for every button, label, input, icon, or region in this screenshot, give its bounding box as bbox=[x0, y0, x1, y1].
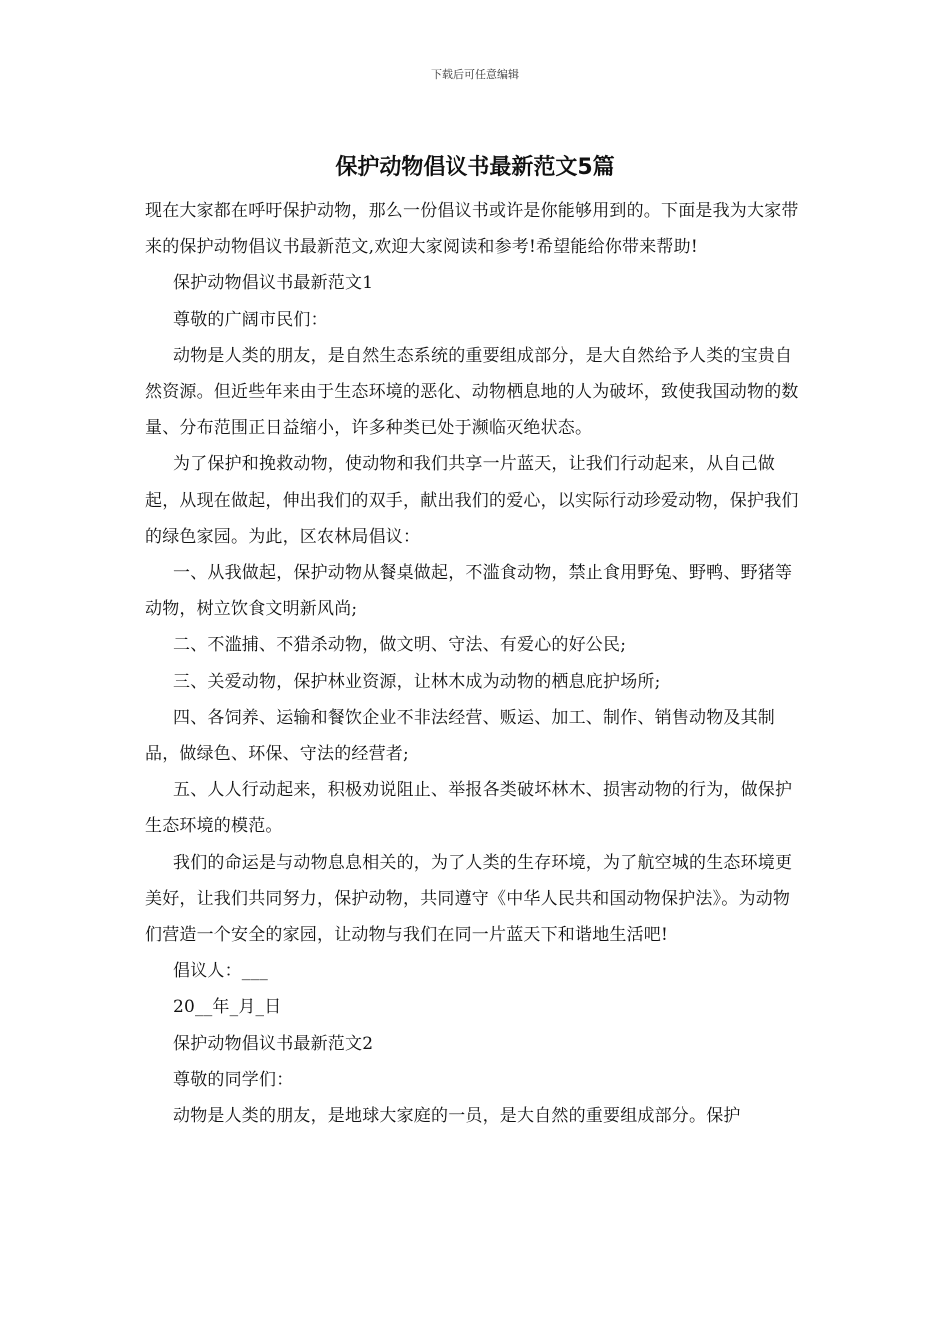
sample2-paragraph: 动物是人类的朋友，是地球大家庭的一员，是大自然的重要组成部分。保护 bbox=[173, 1106, 741, 1127]
sample1-heading: 保护动物倡议书最新范文1 bbox=[173, 273, 374, 294]
intro-paragraph: 现在大家都在呼吁保护动物，那么一份倡议书或许是你能够用到的。下面是我为大家带来的保护动物倡议书最新范文,欢迎大家阅读和参考!希望能给你带来帮助! bbox=[145, 201, 799, 258]
sample2-salutation: 尊敬的同学们： bbox=[173, 1069, 294, 1090]
sample1-paragraph: 四、各饲养、运输和餐饮企业不非法经营、贩运、加工、制作、销售动物及其制品，做绿色、环保、守法的经营者; bbox=[145, 707, 775, 765]
sample1-paragraph: 二、不滥捕、不猎杀动物，做文明、守法、有爱心的好公民; bbox=[173, 635, 627, 656]
sample1-date: 20__年_月_日 bbox=[173, 997, 282, 1018]
header-note: 下载后可任意编辑 bbox=[431, 68, 519, 81]
sample1-paragraph: 三、关爱动物，保护林业资源，让林木成为动物的栖息庇护场所; bbox=[173, 671, 661, 692]
sample1-salutation: 尊敬的广阔市民们： bbox=[173, 309, 328, 330]
sample1-signer: 倡议人：___ bbox=[173, 961, 268, 982]
page-title: 保护动物倡议书最新范文5篇 bbox=[335, 155, 615, 180]
document-body bbox=[145, 193, 807, 1134]
sample2-heading: 保护动物倡议书最新范文2 bbox=[173, 1033, 374, 1054]
sample1-paragraph: 动物是人类的朋友，是自然生态系统的重要组成部分，是大自然给予人类的宝贵自然资源。但近些年来由于生态环境的恶化、动物栖息地的人为破坏，致使我国动物的数量、分布范围正日益缩小，许多种类已处于濒临灭绝状态。 bbox=[145, 345, 799, 439]
sample1-paragraph: 我们的命运是与动物息息相关的，为了人类的生存环境，为了航空城的生态环境更美好，让我们共同努力，保护动物，共同遵守《中华人民共和国动物保护法》。为动物们营造一个安全的家园，让动物与我们在同一片蓝天下和谐地生活吧! bbox=[145, 852, 793, 946]
sample1-paragraph: 一、从我做起，保护动物从餐桌做起，不滥食动物，禁止食用野兔、野鸭、野猪等动物，树立饮食文明新风尚; bbox=[145, 563, 793, 620]
sample1-paragraph: 为了保护和挽救动物，使动物和我们共享一片蓝天，让我们行动起来，从自己做起，从现在做起，伸出我们的双手，献出我们的爱心，以实际行动珍爱动物，保护我们的绿色家园。为此，区农林局倡议： bbox=[145, 454, 799, 547]
sample1-paragraph: 五、人人行动起来，积极劝说阻止、举报各类破坏林木、损害动物的行为，做保护生态环境的模范。 bbox=[145, 780, 793, 837]
